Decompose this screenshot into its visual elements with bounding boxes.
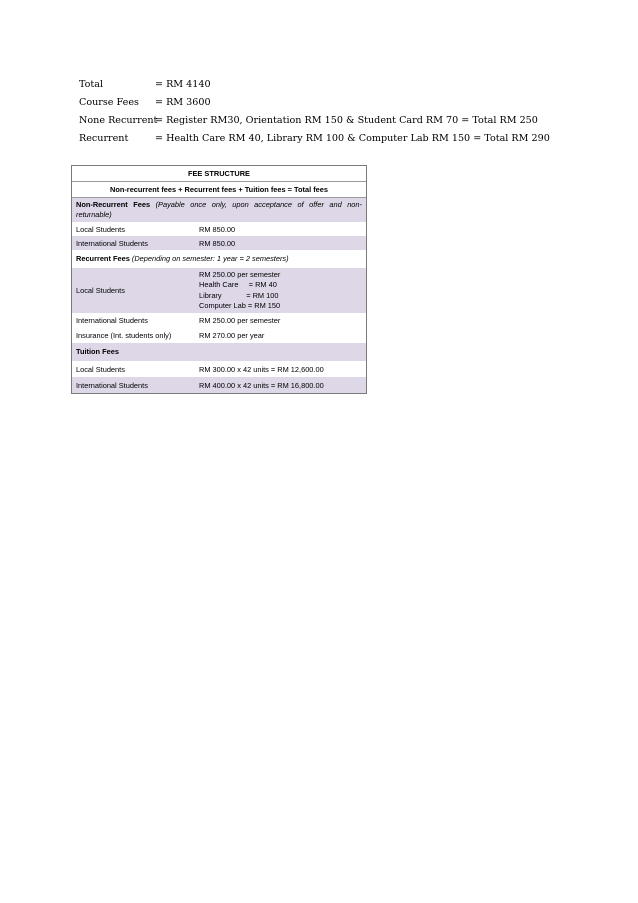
row-label: Insurance (Int. students only): [76, 330, 172, 340]
fee-summary: [79, 76, 550, 148]
summary-row-recurrent: [79, 130, 550, 148]
row-value-line: Health Care = RM 40: [199, 280, 277, 290]
summary-value: = RM 3600: [155, 97, 211, 108]
section-heading: Recurrent Fees: [76, 254, 130, 263]
summary-value: = Health Care RM 40, Library RM 100 & Computer Lab RM 150 = Total RM 290: [155, 133, 550, 144]
summary-label: Total: [79, 79, 104, 90]
table-row: [72, 327, 366, 343]
non-recurrent-heading: [72, 198, 366, 222]
section-note: (Depending on semester: 1 year = 2 semesters): [131, 254, 289, 263]
row-value: RM 850.00: [199, 238, 236, 248]
table-row: [72, 268, 366, 313]
row-value: RM 250.00 per semester: [199, 315, 281, 325]
summary-label: Recurrent: [79, 133, 129, 144]
table-title: FEE STRUCTURE: [72, 166, 366, 182]
summary-value: = RM 4140: [155, 79, 211, 90]
row-value: RM 400.00 x 42 units = RM 16,800.00: [199, 380, 324, 390]
row-label: Local Students: [76, 364, 125, 374]
row-value: RM 300.00 x 42 units = RM 12,600.00: [199, 364, 324, 374]
table-row: [72, 222, 366, 236]
summary-label: Course Fees: [79, 97, 139, 108]
table-row: [72, 377, 366, 393]
recurrent-heading: [72, 250, 366, 268]
fee-structure-table: [71, 165, 367, 394]
row-value-line: RM 250.00 per semester: [199, 270, 281, 279]
summary-label: None Recurrent: [79, 115, 158, 126]
summary-row-none-recurrent: [79, 112, 550, 130]
fee-formula: Non-recurrent fees + Recurrent fees + Tuition fees = Total fees: [72, 182, 366, 198]
row-value: RM 850.00: [199, 224, 236, 234]
row-value-line: Library = RM 100: [199, 290, 279, 300]
section-note: (Payable once only, upon acceptance of offer and non-returnable): [76, 200, 362, 219]
table-row: [72, 236, 366, 250]
table-row: [72, 313, 366, 327]
summary-value: = Register RM30, Orientation RM 150 & Student Card RM 70 = Total RM 250: [155, 115, 538, 126]
row-label: Local Students: [76, 224, 125, 234]
row-label: International Students: [76, 238, 148, 248]
row-label: Local Students: [76, 286, 125, 296]
row-label: International Students: [76, 380, 148, 390]
row-value-lines: [199, 270, 366, 311]
section-heading: Tuition Fees: [76, 347, 119, 357]
table-row: [72, 361, 366, 377]
row-label: International Students: [76, 315, 148, 325]
row-value: RM 270.00 per year: [199, 330, 265, 340]
summary-row-course-fees: [79, 94, 550, 112]
section-heading: Non-Recurrent Fees: [76, 200, 151, 209]
row-value-line: Computer Lab = RM 150: [199, 300, 281, 310]
tuition-heading: [72, 343, 366, 361]
summary-row-total: [79, 76, 550, 94]
